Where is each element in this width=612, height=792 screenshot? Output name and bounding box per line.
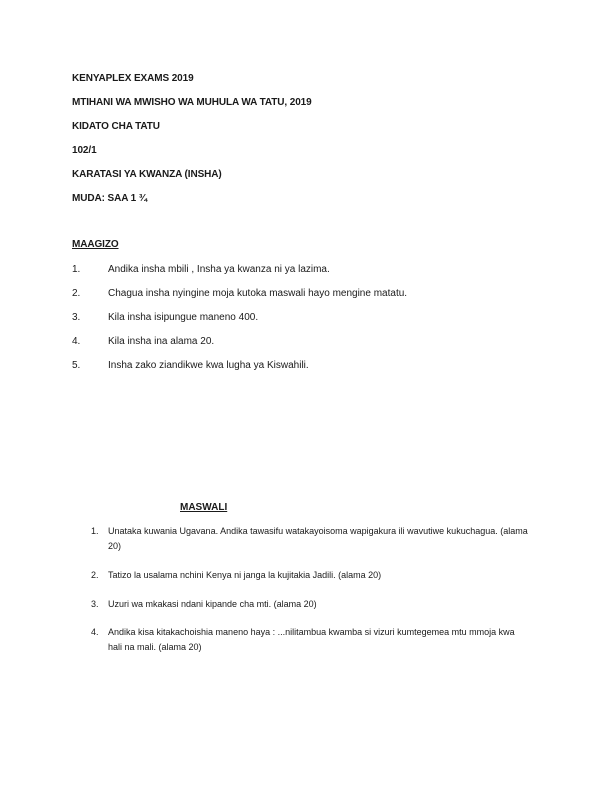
question-number: 4. [91,627,99,637]
question-text: Uzuri wa mkakasi ndani kipande cha mti. (alama 20) [108,599,317,609]
question-number: 2. [91,570,99,580]
exam-form: KIDATO CHA TATU [72,121,160,132]
paper-code: 102/1 [72,145,97,156]
questions-title: MASWALI [180,502,228,513]
question-text: Andika kisa kitakachoishia maneno haya : ...nilitambua kwamba si vizuri kumtegemea mtu mmoja kwa hali na mali. (alama 20) [108,627,515,652]
question-number: 3. [91,599,99,609]
instruction-text: Kila insha ina alama 20. [108,336,215,347]
instruction-number: 3. [72,312,81,323]
exam-source: KENYAPLEX EXAMS 2019 [72,73,194,84]
instruction-text: Chagua insha nyingine moja kutoka maswali hayo mengine matatu. [108,288,408,299]
question-text: Unataka kuwania Ugavana. Andika tawasifu watakayoisoma wapigakura ili wavutiwe kukuchagua. (alama 20) [108,526,528,551]
exam-term: MTIHANI WA MWISHO WA MUHULA WA TATU, 2019 [72,97,312,108]
exam-duration: MUDA: SAA 1 ¾ [72,193,148,204]
instructions-title: MAAGIZO [72,239,119,250]
question-text: Tatizo la usalama nchini Kenya ni janga la kujitakia Jadili. (alama 20) [108,570,382,580]
question-number: 1. [91,526,99,536]
instruction-number: 5. [72,360,81,371]
instruction-number: 4. [72,336,81,347]
instruction-text: Andika insha mbili , Insha ya kwanza ni ya lazima. [108,264,330,275]
instruction-number: 1. [72,264,81,275]
instruction-number: 2. [72,288,81,299]
instruction-text: Insha zako ziandikwe kwa lugha ya Kiswahili. [108,360,309,371]
instruction-text: Kila insha isipungue maneno 400. [108,312,259,323]
paper-title: KARATASI YA KWANZA (INSHA) [72,169,222,180]
